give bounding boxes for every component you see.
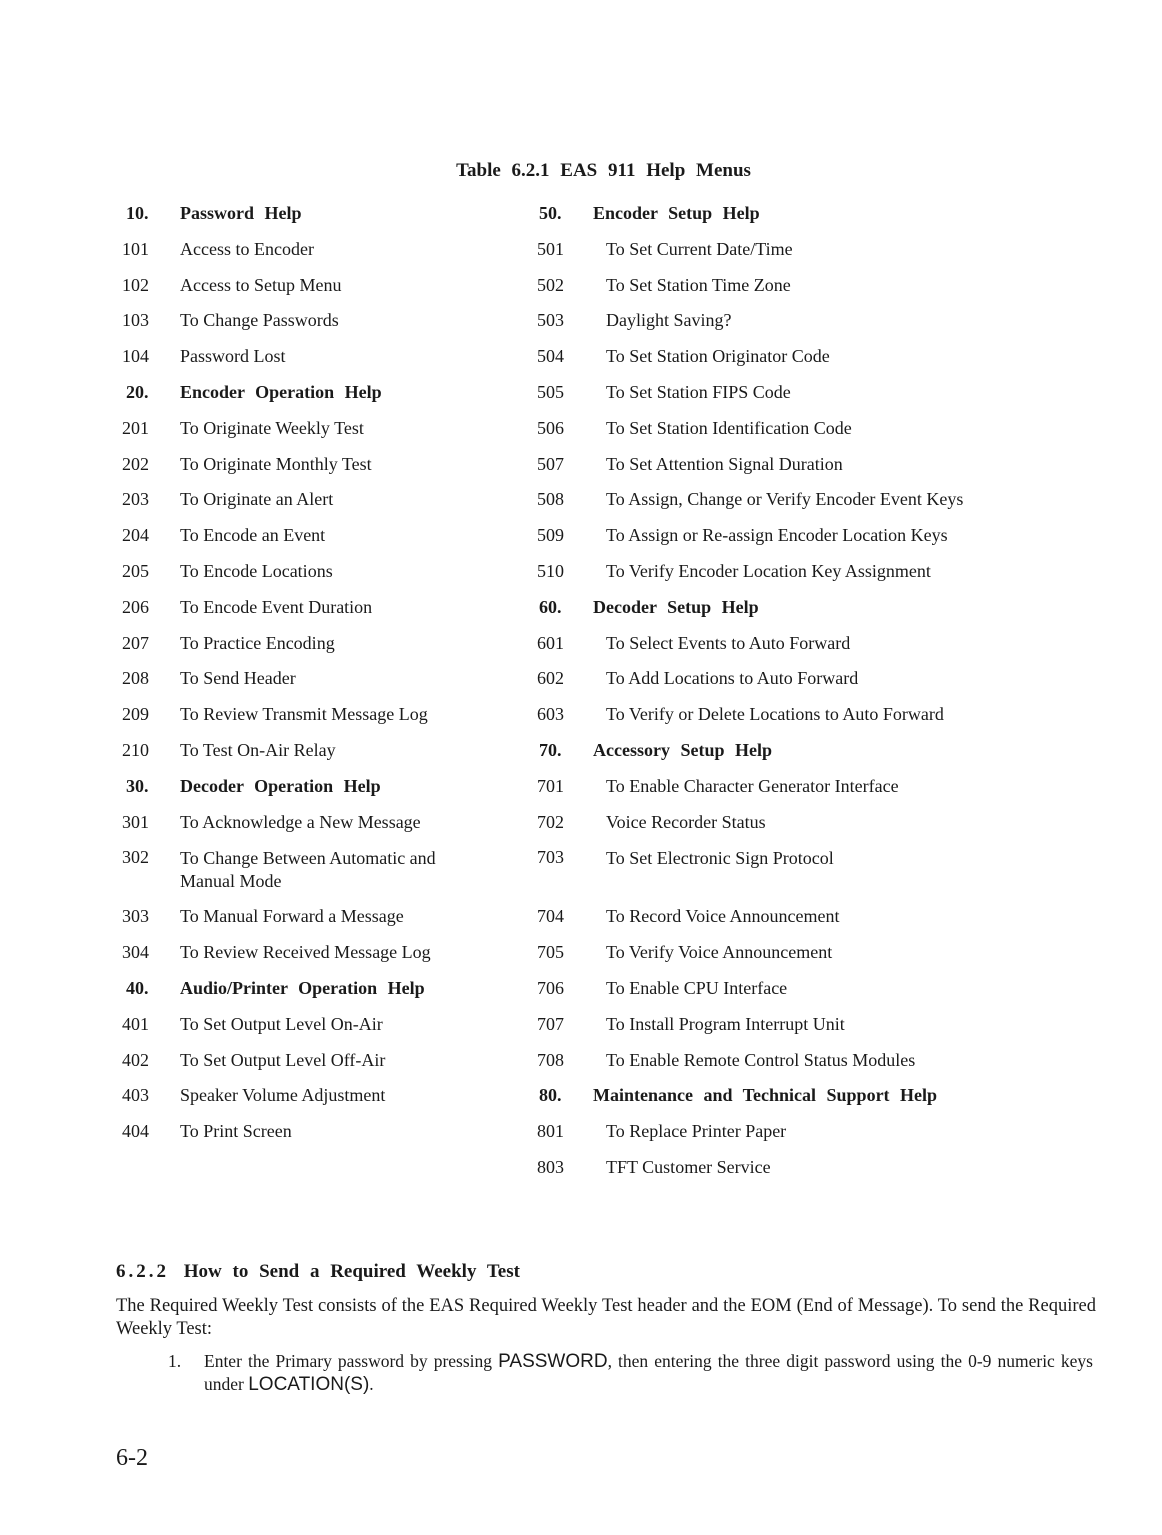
menu-item-number: 703 [537, 847, 564, 868]
menu-item-number: 702 [537, 811, 564, 832]
menu-item-label: Accessory Setup Help [593, 739, 772, 760]
page-number: 6-2 [116, 1445, 148, 1471]
menu-item-number: 203 [122, 489, 149, 510]
menu-item-label: To Change Between Automatic and Manual Mode [180, 848, 436, 892]
menu-item-row [535, 1007, 1035, 1043]
menu-item-number: 80. [539, 1085, 562, 1106]
menu-item-row [535, 518, 1035, 554]
menu-section-heading [112, 375, 512, 411]
menu-item-label: To Review Transmit Message Log [180, 704, 428, 725]
menu-item-label: Encoder Operation Help [180, 381, 382, 402]
menu-item-number: 206 [122, 596, 149, 617]
menu-item-row [535, 935, 1035, 971]
menu-item-number: 707 [537, 1013, 564, 1034]
menu-item-row [535, 1150, 1035, 1186]
menu-item-row [112, 590, 512, 626]
menu-item-row [535, 268, 1035, 304]
menu-item-label: To Print Screen [180, 1121, 292, 1142]
menu-item-number: 603 [537, 704, 564, 725]
menu-item-number: 506 [537, 417, 564, 438]
menu-item-number: 201 [122, 417, 149, 438]
menu-item-label: To Encode Locations [180, 560, 333, 581]
menu-item-row [535, 661, 1035, 697]
menu-item-row [112, 482, 512, 518]
menu-item-row [112, 899, 512, 935]
section-number: 6.2.2 [116, 1261, 169, 1282]
menu-item-label: To Assign or Re-assign Encoder Location Keys [606, 525, 948, 546]
menu-item-label: Encoder Setup Help [593, 203, 760, 223]
menu-item-row [112, 411, 512, 447]
menu-item-label: To Set Output Level Off-Air [180, 1049, 386, 1070]
help-menu-column-left [112, 196, 512, 1150]
step-text-part: . [369, 1374, 374, 1394]
menu-item-row [535, 769, 1035, 805]
table-title: Table 6.2.1 EAS 911 Help Menus [456, 160, 751, 181]
menu-item-row [112, 733, 512, 769]
menu-item-row [535, 626, 1035, 662]
menu-item-number: 20. [126, 381, 149, 402]
menu-item-number: 103 [122, 310, 149, 331]
menu-item-row [112, 518, 512, 554]
menu-item-number: 209 [122, 704, 149, 725]
menu-item-number: 801 [537, 1121, 564, 1142]
menu-item-number: 508 [537, 489, 564, 510]
menu-item-label: Maintenance and Technical Support Help [593, 1085, 938, 1106]
menu-item-row [535, 375, 1035, 411]
menu-item-row [112, 1114, 512, 1150]
menu-item-label: To Test On-Air Relay [180, 739, 336, 760]
menu-item-row [112, 840, 512, 899]
key-name-password: PASSWORD [498, 1351, 608, 1372]
step-text-part: Enter the Primary password by pressing [204, 1351, 499, 1371]
menu-item-number: 507 [537, 453, 564, 474]
menu-item-label: To Select Events to Auto Forward [606, 632, 851, 653]
menu-item-number: 208 [122, 668, 149, 689]
menu-item-row [535, 232, 1035, 268]
menu-item-number: 102 [122, 274, 149, 295]
menu-item-label: Password Lost [180, 346, 286, 367]
menu-item-number: 207 [122, 632, 149, 653]
menu-section-heading [535, 196, 1035, 232]
menu-item-label: To Verify or Delete Locations to Auto Forward [606, 704, 944, 725]
step-text-part: , then entering the three digit password using the 0-9 numeric keys under [204, 1351, 1093, 1394]
menu-item-row [535, 1114, 1035, 1150]
step-text [204, 1350, 1093, 1396]
section-title: How to Send a Required Weekly Test [183, 1261, 520, 1282]
menu-item-row [535, 697, 1035, 733]
menu-item-number: 403 [122, 1085, 149, 1106]
menu-item-number: 601 [537, 632, 564, 653]
menu-item-number: 803 [537, 1156, 564, 1177]
menu-item-label: To Set Station Originator Code [606, 346, 830, 367]
menu-item-number: 101 [122, 238, 149, 259]
menu-item-number: 705 [537, 942, 564, 963]
menu-item-number: 60. [539, 596, 562, 617]
menu-item-number: 301 [122, 811, 149, 832]
menu-section-heading [112, 196, 512, 232]
menu-item-number: 402 [122, 1049, 149, 1070]
menu-item-label: To Originate Monthly Test [180, 453, 372, 474]
menu-item-label: Audio/Printer Operation Help [180, 977, 425, 998]
menu-item-number: 303 [122, 906, 149, 927]
menu-item-row [112, 1043, 512, 1079]
menu-section-heading [535, 1078, 1035, 1114]
menu-item-label: To Set Station Identification Code [606, 417, 852, 438]
menu-item-number: 704 [537, 906, 564, 927]
menu-item-label: To Send Header [180, 668, 296, 689]
menu-item-label: To Record Voice Announcement [606, 906, 840, 927]
menu-item-label: To Set Output Level On-Air [180, 1013, 383, 1034]
menu-item-label: Access to Encoder [180, 238, 314, 259]
menu-item-label: Speaker Volume Adjustment [180, 1085, 386, 1106]
menu-item-number: 70. [539, 739, 562, 760]
section-heading [116, 1261, 520, 1283]
menu-item-row [112, 1007, 512, 1043]
menu-item-label: To Add Locations to Auto Forward [606, 668, 859, 689]
menu-item-row [535, 411, 1035, 447]
menu-item-label: To Change Passwords [180, 310, 339, 331]
menu-item-label: To Set Station FIPS Code [606, 381, 791, 402]
menu-item-row [112, 447, 512, 483]
section-paragraph: The Required Weekly Test consists of the EAS Required Weekly Test header and the EOM (End of Message). To send the Required Weekly Test: [116, 1296, 1096, 1339]
help-menu-column-right [535, 196, 1035, 1186]
menu-item-label: Password Help [180, 203, 302, 223]
menu-item-number: 501 [537, 238, 564, 259]
menu-item-number: 202 [122, 453, 149, 474]
menu-item-label: To Set Station Time Zone [606, 274, 791, 295]
menu-item-row [112, 232, 512, 268]
menu-section-heading [535, 590, 1035, 626]
menu-item-label: Voice Recorder Status [606, 811, 766, 832]
menu-item-row [535, 303, 1035, 339]
menu-item-row [112, 1078, 512, 1114]
menu-item-label: Daylight Saving? [606, 310, 732, 331]
menu-item-row [535, 482, 1035, 518]
menu-item-number: 404 [122, 1121, 149, 1142]
menu-item-number: 509 [537, 525, 564, 546]
menu-item-number: 304 [122, 942, 149, 963]
menu-item-row [112, 268, 512, 304]
menu-item-row [535, 805, 1035, 841]
menu-item-row [112, 554, 512, 590]
menu-item-row [535, 339, 1035, 375]
step-number: 1. [168, 1351, 182, 1371]
menu-item-number: 401 [122, 1013, 149, 1034]
menu-item-number: 50. [539, 203, 562, 223]
menu-item-number: 504 [537, 346, 564, 367]
menu-item-label: To Set Attention Signal Duration [606, 453, 843, 474]
menu-item-label: To Set Electronic Sign Protocol [606, 848, 834, 869]
menu-item-label: To Originate an Alert [180, 489, 334, 510]
menu-item-label: To Review Received Message Log [180, 942, 431, 963]
menu-item-label: To Enable CPU Interface [606, 977, 788, 998]
menu-item-number: 503 [537, 310, 564, 331]
menu-item-label: To Assign, Change or Verify Encoder Event Keys [606, 489, 964, 510]
menu-item-number: 510 [537, 560, 564, 581]
menu-item-label: To Practice Encoding [180, 632, 335, 653]
menu-item-label: Decoder Setup Help [593, 596, 759, 617]
instruction-step [168, 1350, 1093, 1396]
menu-item-number: 505 [537, 381, 564, 402]
menu-item-number: 204 [122, 525, 149, 546]
menu-item-number: 40. [126, 977, 149, 998]
menu-item-row [535, 447, 1035, 483]
menu-item-row [112, 935, 512, 971]
menu-item-row [112, 303, 512, 339]
menu-item-number: 30. [126, 775, 149, 796]
menu-item-label: To Verify Encoder Location Key Assignment [606, 560, 931, 581]
menu-item-number: 302 [122, 847, 149, 868]
menu-item-label: To Manual Forward a Message [180, 906, 404, 927]
menu-item-row [112, 697, 512, 733]
menu-item-label: Access to Setup Menu [180, 274, 342, 295]
menu-item-number: 104 [122, 346, 149, 367]
menu-item-row [112, 661, 512, 697]
menu-item-row [112, 339, 512, 375]
menu-item-label: To Encode an Event [180, 525, 326, 546]
menu-item-label: To Verify Voice Announcement [606, 942, 833, 963]
menu-item-label: To Enable Character Generator Interface [606, 775, 899, 796]
menu-item-number: 706 [537, 977, 564, 998]
menu-item-number: 708 [537, 1049, 564, 1070]
menu-item-label: TFT Customer Service [606, 1156, 771, 1177]
menu-item-label: To Acknowledge a New Message [180, 811, 421, 832]
menu-item-number: 502 [537, 274, 564, 295]
menu-section-heading [112, 971, 512, 1007]
menu-item-label: To Enable Remote Control Status Modules [606, 1049, 916, 1070]
menu-item-row [535, 971, 1035, 1007]
menu-item-label: Decoder Operation Help [180, 775, 381, 796]
menu-item-row [112, 805, 512, 841]
menu-item-row [535, 1043, 1035, 1079]
menu-section-heading [112, 769, 512, 805]
menu-section-heading [535, 733, 1035, 769]
menu-item-number: 210 [122, 739, 149, 760]
menu-item-row [535, 899, 1035, 935]
menu-item-label: To Install Program Interrupt Unit [606, 1013, 845, 1034]
key-name-locations: LOCATION(S) [248, 1374, 370, 1395]
menu-item-label: To Encode Event Duration [180, 596, 373, 617]
menu-item-number: 205 [122, 560, 149, 581]
menu-item-row [535, 554, 1035, 590]
menu-item-row [535, 840, 1035, 899]
menu-item-number: 701 [537, 775, 564, 796]
menu-item-number: 602 [537, 668, 564, 689]
menu-item-number: 10. [126, 203, 149, 223]
menu-item-row [112, 626, 512, 662]
menu-item-label: To Replace Printer Paper [606, 1121, 787, 1142]
menu-item-label: To Set Current Date/Time [606, 238, 793, 259]
menu-item-label: To Originate Weekly Test [180, 417, 364, 438]
